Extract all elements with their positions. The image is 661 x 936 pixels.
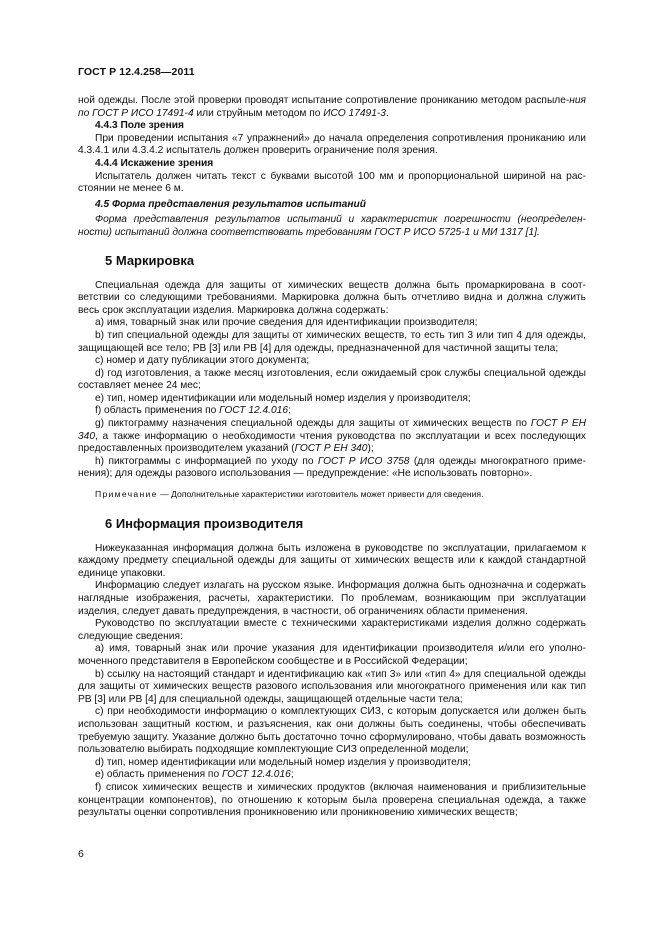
paragraph-6-1: Нижеуказанная информация должна быть изложена в руководстве по эксплуатации, прилагаемом к каждому предмету специальной одежды для защиты от химических веществ или к каждой стандартной единице упаковки. bbox=[78, 542, 586, 579]
standard-reference: ГОСТ Р ИСО 3758 bbox=[317, 455, 410, 467]
list-item-5-c: c) номер и дату публикации этого документа; bbox=[95, 355, 310, 367]
list-item-5-h: h) пиктограммы с информацией по уходу по ГОСТ Р ИСО 3758 (для одежды многократного применения); для одежды разового использования — предупреждение: «Не использовать повторно». bbox=[78, 455, 586, 480]
list-item-6-b: b) ссылку на настоящий стандарт и идентификацию как «тип 3» или «тип 4» для специальной одежды для защиты от химических веществ разового использования или многократного применения или как тип РВ [3] или РВ [4] для специальной одежды, защищающей отдельные части тела; bbox=[78, 668, 586, 705]
list-item-5-f: f) область применения по ГОСТ 12.4.016; bbox=[95, 405, 291, 417]
paragraph-4-4-3: При проведении испытания «7 упражнений» до начала определения сопротивления прониканию или 4.3.4.1 или 4.3.4.2 испытатель должен проверить ограничение поля зрения. bbox=[78, 132, 586, 157]
standard-reference: ИСО 17491-3 bbox=[323, 107, 386, 119]
list-item-6-e: e) область применения по ГОСТ 12.4.016; bbox=[95, 769, 294, 781]
page-body bbox=[78, 95, 586, 820]
section-heading-5: 5 Маркировка bbox=[105, 252, 195, 268]
list-item-5-b: b) тип специальной одежды для защиты от химических веществ, то есть тип 3 или тип 4 для одежды, защищающей все тело; РВ [3] или РВ [4] для одежды, предназначенной для частичной защиты тела; bbox=[78, 329, 586, 354]
standard-reference: ГОСТ 12.4.016 bbox=[221, 769, 291, 781]
note bbox=[78, 488, 586, 501]
standard-reference: ГОСТ Р ЕН 340 bbox=[294, 443, 368, 455]
standard-reference: ГОСТ 12.4.016 bbox=[219, 405, 288, 417]
list-item-5-a: а) имя, товарный знак или прочие сведения для идентификации производителя; bbox=[95, 317, 478, 329]
standard-reference: ГОСТ Р ИСО 17491-4 bbox=[92, 107, 194, 119]
paragraph-5-intro: Специальная одежда для защиты от химических веществ должна быть промаркирована в соответствии со следующими требованиями. Маркировка должна быть отчетливо видна и должна служить весь срок эксплуатации изделия. Маркировка должна содержать: bbox=[78, 279, 586, 316]
list-item-5-d: d) год изготовления, а также месяц изготовления, если ожидаемый срок службы специальной одежды составляет менее 24 мес; bbox=[78, 367, 586, 392]
list-item-6-a: а) имя, товарный знак или прочие указания для идентификации производителя и/или его уполномоченного представителя в Европейском сообществе и в Российской Федерации; bbox=[78, 643, 586, 667]
note-text: — Дополнительные характеристики изготовитель может привести для сведения. bbox=[157, 489, 484, 500]
note-label: Примечание bbox=[95, 489, 158, 500]
running-header: ГОСТ Р 12.4.258—2011 bbox=[78, 66, 195, 78]
paragraph-4-4-4: Испытатель должен читать текст с буквами высотой 100 мм и пропорциональной шириной на расстоянии не менее 6 м. bbox=[78, 170, 586, 195]
subsection-heading-4-5: 4.5 Форма представления результатов испытаний bbox=[95, 198, 366, 210]
subsection-heading-4-4-4: 4.4.4 Искажение зрения bbox=[95, 157, 214, 169]
list-item-6-c: c) при необходимости информацию о комплектующих СИЗ, с которым допускается или должен быть использован защитный костюм, и разъяснения, как они должны быть соединены, чтобы обеспечивать требуемую защиту. Указание должно быть достаточно точно сформулировано, чтобы давать возможность пользователю выбирать подходящие комплектующие СИЗ определенной модели; bbox=[78, 706, 586, 756]
page-number: 6 bbox=[78, 848, 84, 860]
section-heading-6: 6 Информация производителя bbox=[105, 515, 304, 531]
paragraph-4-5: Форма представления результатов испытаний и характеристик погрешности (неопределенности) испытаний должна соответствовать требованиям ГОСТ Р ИСО 5725-1 и МИ 1317 [1]. bbox=[78, 214, 586, 238]
standard-reference: ГОСТ Р ЕН 340 bbox=[78, 418, 586, 442]
list-item-6-f: f) список химических веществ и химических продуктов (включая наименования и приблизительные концентрации компонентов), по отношению к которым была проверена специальная одежда, а также результаты оценки сопротивления проникновению или проникновению химических веществ; bbox=[78, 781, 586, 819]
subsection-heading-4-4-3: 4.4.3 Поле зрения bbox=[95, 120, 184, 132]
paragraph-6-3: Руководство по эксплуатации вместе с техническими характеристиками изделия должно содержать следующие сведения: bbox=[78, 618, 586, 642]
paragraph-6-2: Информацию следует излагать на русском языке. Информация должна быть однозначна и содержать наглядные изображения, расчеты, характеристики. По проблемам, возникающим при эксплуатации изделия, следует давать предупреждения, в частности, об ограничениях области применения. bbox=[78, 580, 586, 617]
list-item-5-e: e) тип, номер идентификации или модельный номер изделия у производителя; bbox=[95, 392, 471, 404]
paragraph-continuation: ной одежды. После этой проверки проводят испытание сопротивление прониканию методом распыле-ния по ГОСТ Р ИСО 17491-4 или струйным методом по ИСО 17491-3. bbox=[78, 95, 586, 119]
list-item-6-d: d) тип, номер идентификации или модельный номер изделия у производителя; bbox=[95, 756, 471, 768]
list-item-5-g: g) пиктограмму назначения специальной одежды для защиты от химических веществ по ГОСТ Р ЕН 340, а также информацию о необходимости чтения руководства по эксплуатации и всех последующих предоставленных производителем указаний (ГОСТ Р ЕН 340); bbox=[78, 418, 586, 455]
